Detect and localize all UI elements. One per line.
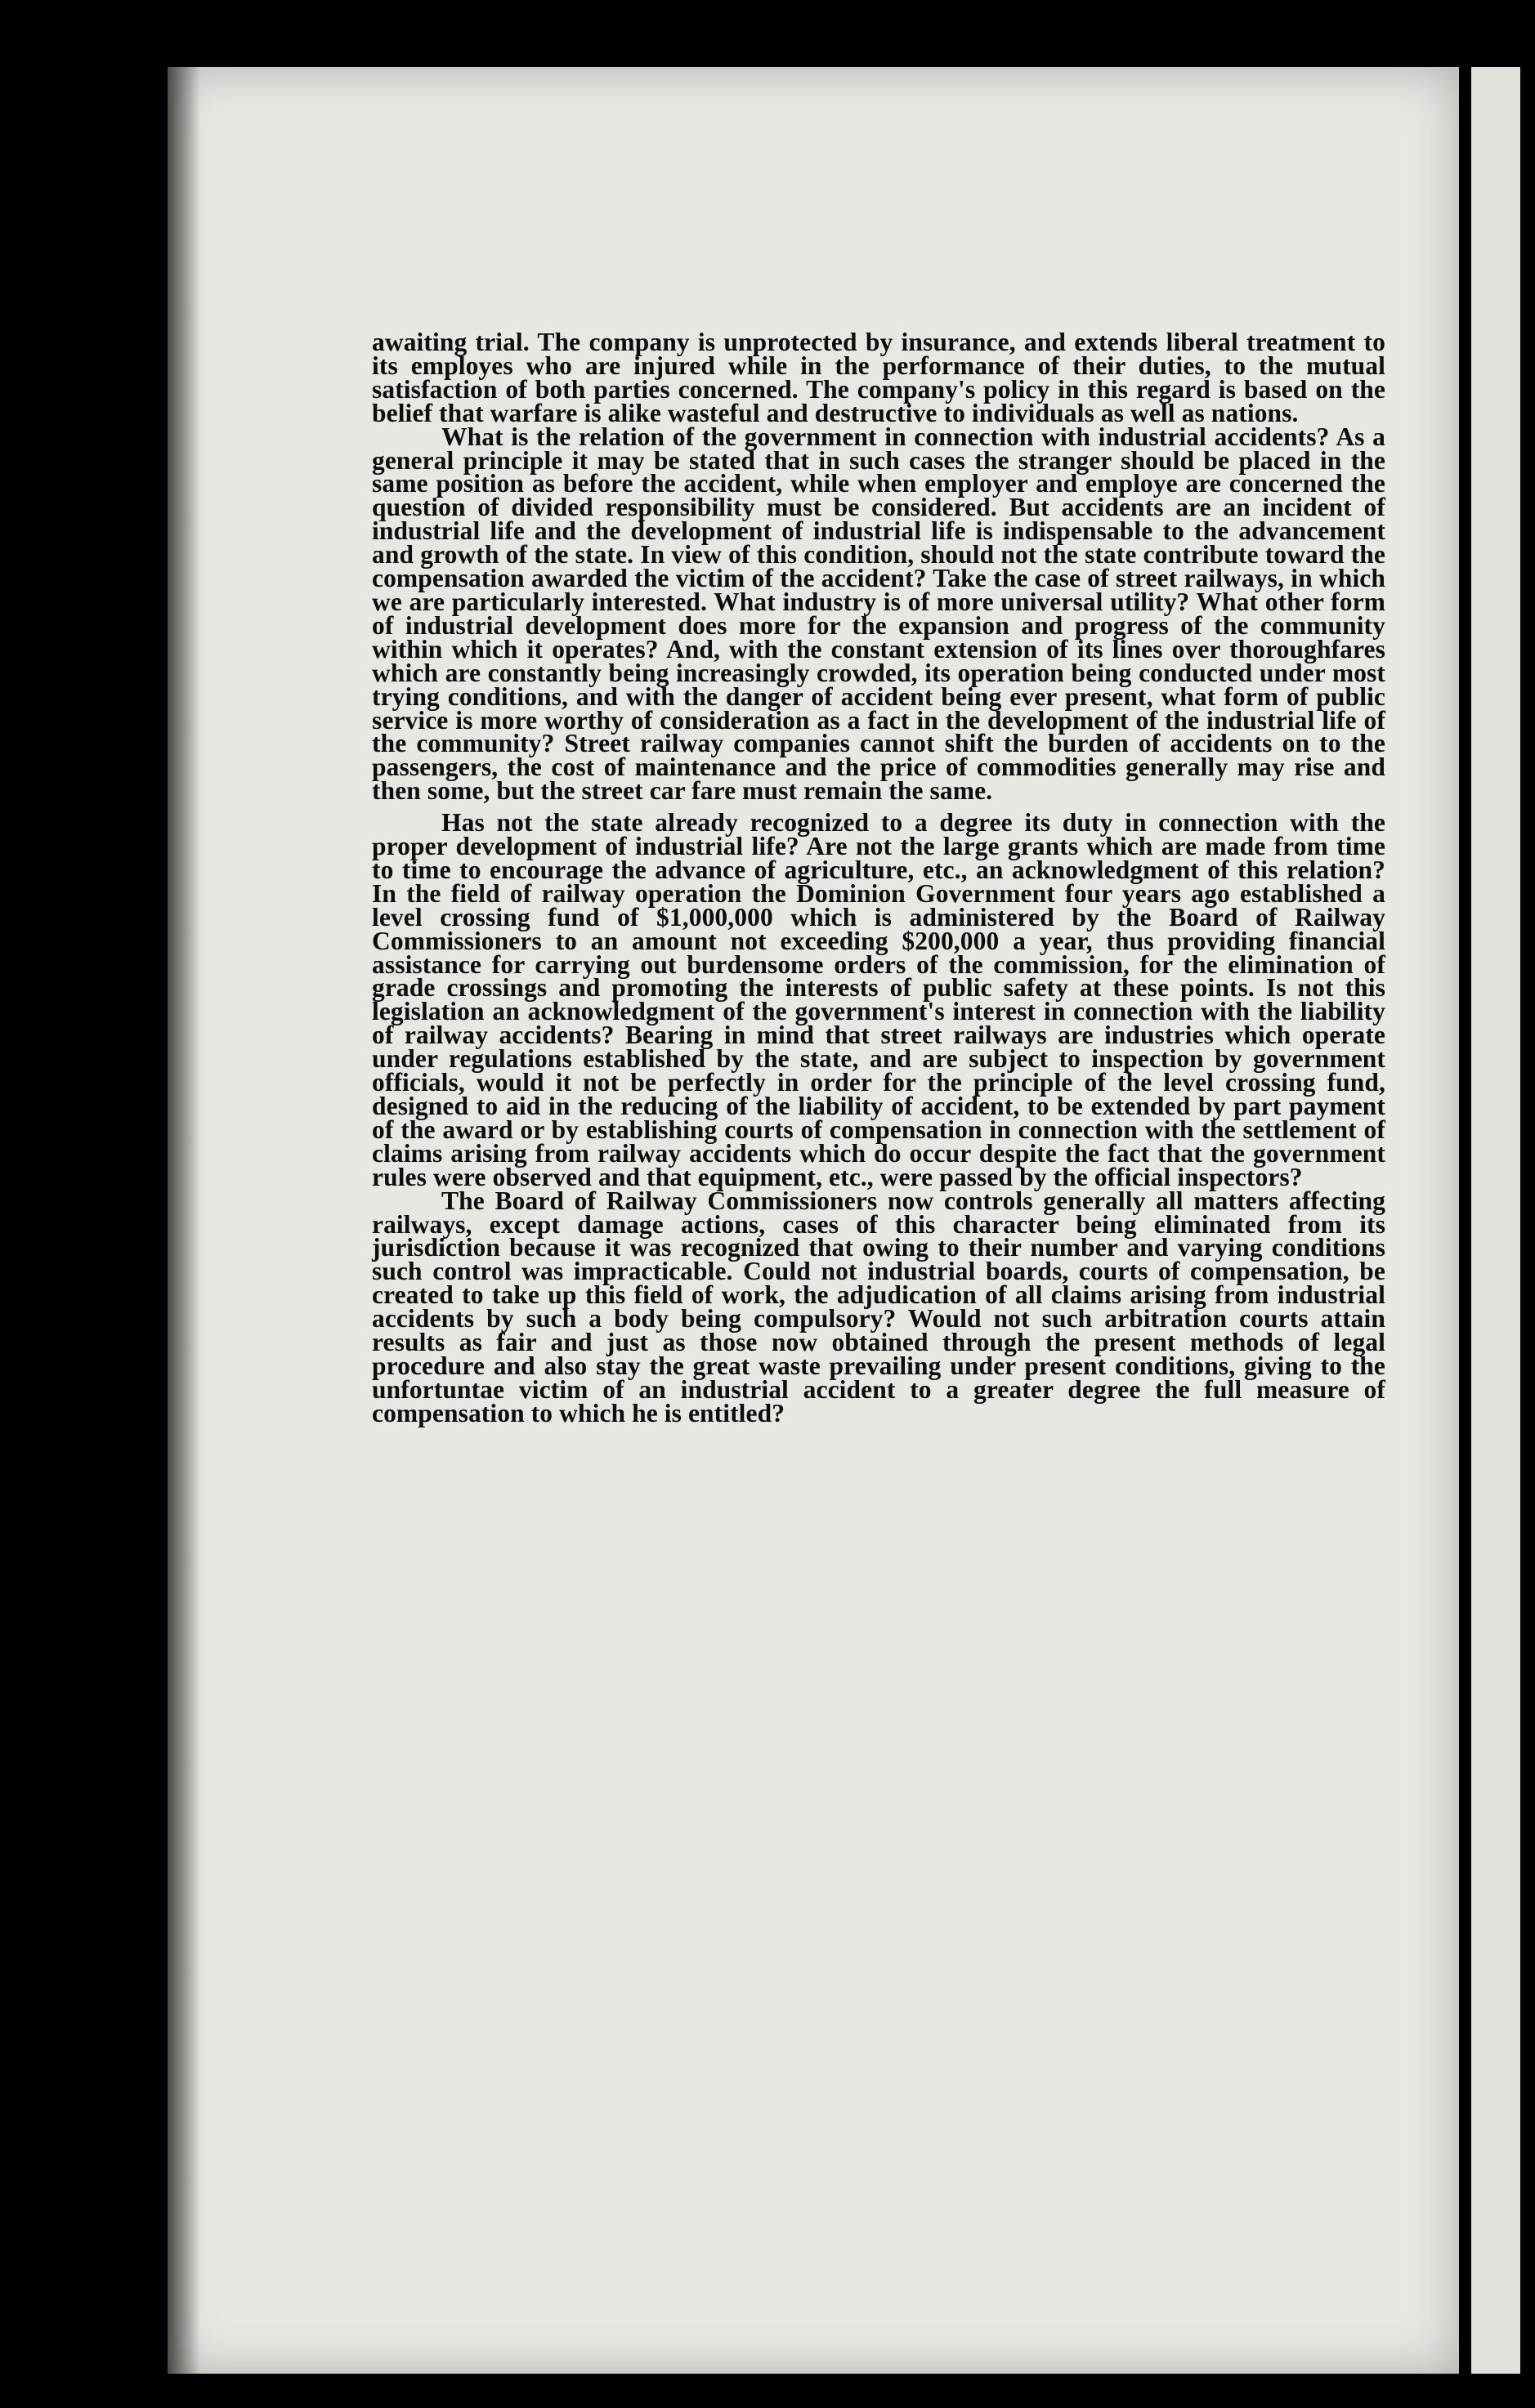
paragraph-4: The Board of Railway Commissioners now controls generally all matters affecting railways, except damage actions, cases of this character being eliminated from its jurisdiction because it was recognized that owing to their number and varying conditions such control was impracticable. Could not industrial boards, courts of compensation, be created to take up this field of work, the adjudication of all claims arising from industrial accidents by such a body being compulsory? Would not such arbitration courts attain results as fair and just as those now obtained through the present methods of legal procedure and also stay the great waste prevailing under present conditions, giving to the unfortuntae victim of an industrial accident to a greater degree the full measure of compensation to which he is entitled? — [372, 1186, 1385, 1427]
paragraph-3: Has not the state already recognized to a degree its duty in connection with the proper development of industrial life? Are not the large grants which are made from time to time to encourage the advance of agriculture, etc., an acknowledgment of this relation? In the field of railway operation the Dominion Government four years ago established a level crossing fund of $1,000,000 which is administered by the Board of Railway Commissioners to an amount not exceeding $200,000 a year, thus providing financial assistance for carrying out burdensome orders of the commission, for the elimination of grade crossings and promoting the interests of public safety at these points. Is not this legislation an acknowledgment of the government's interest in connection with the liability of railway accidents? Bearing in mind that street railways are industries which operate under regulations established by the state, and are subject to inspection by government officials, would it not be perfectly in order for the principle of the level crossing fund, designed to aid in the reducing of the liability of accident, to be extended by part payment of the award or by establishing courts of compensation in connection with the settlement of claims arising from railway accidents which do occur despite the fact that the government rules were observed and that equipment, etc., were passed by the official inspectors? — [372, 808, 1385, 1191]
paragraph-2: What is the relation of the government in connection with industrial accidents? As a general principle it may be stated that in such cases the stranger should be placed in the same position as before the accident, while when employer and employe are concerned the question of divided responsibility must be considered. But accidents are an incident of industrial life and the development of industrial life is indispensable to the advancement and growth of the state. In view of this condition, should not the state contribute toward the compensation awarded the victim of the accident? Take the case of street railways, in which we are particularly interested. What industry is of more universal utility? What other form of industrial development does more for the expansion and progress of the community within which it operates? And, with the constant extension of its lines over thoroughfares which are constantly being increasingly crowded, its operation being conducted under most trying conditions, and with the danger of accident being ever present, what form of public service is more worthy of consideration as a fact in the development of the industrial life of the community? Street railway companies cannot shift the burden of accidents on to the passengers, the cost of maintenance and the price of commodities generally may rise and then some, but the street car fare must remain the same. — [372, 422, 1385, 806]
page-left-shadow — [168, 67, 200, 2374]
body-text — [372, 328, 1385, 1427]
adjacent-page-edge — [1471, 67, 1520, 2374]
paragraph-1: awaiting trial. The company is unprotected by insurance, and extends liberal treatment to its employes who are injured while in the performance of their duties, to the mutual satisfaction of both parties concerned. The company's policy in this regard is based on the belief that warfare is alike wasteful and destructive to individuals as well as nations. — [372, 328, 1385, 427]
